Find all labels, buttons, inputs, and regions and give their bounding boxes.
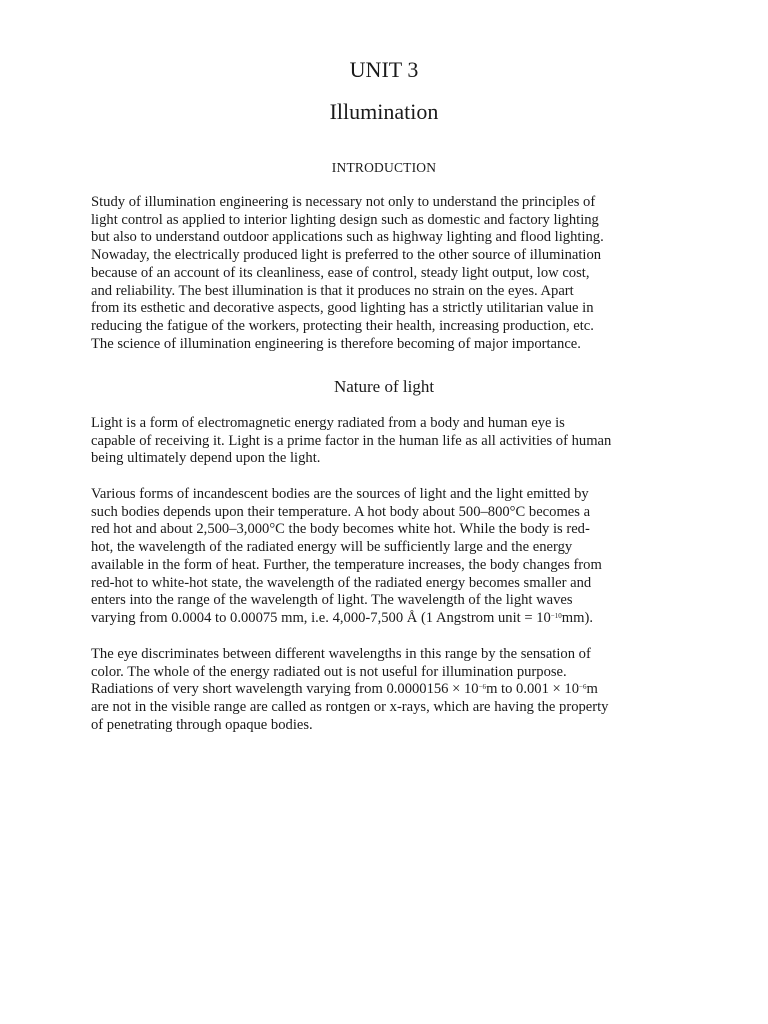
exponent: −6 xyxy=(579,683,587,692)
text-segment: varying from 0.0004 to 0.00075 mm, i.e. 4,000-7,500 Å (1 Angstrom unit = 10 xyxy=(91,609,551,626)
text-line: Study of illumination engineering is necessary not only to understand the principles of xyxy=(91,194,596,210)
text-line: but also to understand outdoor applications such as highway lighting and flood lighting. xyxy=(91,229,604,246)
text-line: red hot and about 2,500–3,000°C the body becomes white hot. While the body is red- xyxy=(91,521,590,538)
text-line xyxy=(91,610,681,628)
text-line: reducing the fatigue of the workers, protecting their health, increasing production, etc. xyxy=(91,317,594,334)
introduction-heading: INTRODUCTION xyxy=(331,160,437,175)
exponent: −6 xyxy=(478,683,487,692)
text-line: Various forms of incandescent bodies are the sources of light and the light emitted by xyxy=(91,486,589,502)
exponent: −10 xyxy=(550,611,562,620)
text-line: from its esthetic and decorative aspects, good lighting has a strictly utilitarian value in xyxy=(91,300,594,317)
text-segment: Radiations of very short wavelength varying from 0.0000156 × 10 xyxy=(91,681,479,698)
text-line: enters into the range of the wavelength of light. The wavelength of the light waves xyxy=(91,592,573,609)
text-line: The eye discriminates between different wavelengths in this range by the sensation of xyxy=(91,646,591,662)
text-line xyxy=(91,681,681,699)
nature-paragraph-2 xyxy=(91,486,681,628)
text-line: hot, the wavelength of the radiated energy will be sufficiently large and the energy xyxy=(91,539,573,556)
text-line: are not in the visible range are called as rontgen or x-rays, which are having the property xyxy=(91,699,609,716)
text-line: being ultimately depend upon the light. xyxy=(91,450,321,467)
text-line: The science of illumination engineering is therefore becoming of major importance. xyxy=(91,335,581,352)
text-segment: m xyxy=(586,681,598,698)
text-line: such bodies depends upon their temperature. A hot body about 500–800°C becomes a xyxy=(91,503,591,520)
text-line: because of an account of its cleanliness, ease of control, steady light output, low cost, xyxy=(91,264,590,281)
nature-paragraph-1 xyxy=(91,415,681,468)
text-segment: m to 0.001 × 10 xyxy=(486,681,580,698)
text-line: available in the form of heat. Further, the temperature increases, the body changes from xyxy=(91,556,602,573)
text-line: red-hot to white-hot state, the wavelength of the radiated energy becomes smaller and xyxy=(91,574,592,591)
unit-label: UNIT 3 xyxy=(349,57,419,82)
introduction-paragraph xyxy=(91,194,681,353)
text-line: color. The whole of the energy radiated out is not useful for illumination purpose. xyxy=(91,663,567,680)
text-line: of penetrating through opaque bodies. xyxy=(91,716,313,733)
nature-of-light-heading: Nature of light xyxy=(333,377,435,396)
text-line: Light is a form of electromagnetic energy radiated from a body and human eye is xyxy=(91,415,565,431)
text-line: capable of receiving it. Light is a prime factor in the human life as all activities of human xyxy=(91,432,612,449)
text-line: light control as applied to interior lighting design such as domestic and factory lighting xyxy=(91,211,599,228)
text-line: Nowaday, the electrically produced light is preferred to the other source of illumination xyxy=(91,247,602,264)
page-title: Illumination xyxy=(329,99,439,124)
text-segment: mm). xyxy=(561,609,593,626)
text-line: and reliability. The best illumination is that it produces no strain on the eyes. Apart xyxy=(91,282,574,299)
nature-paragraph-3 xyxy=(91,646,681,735)
